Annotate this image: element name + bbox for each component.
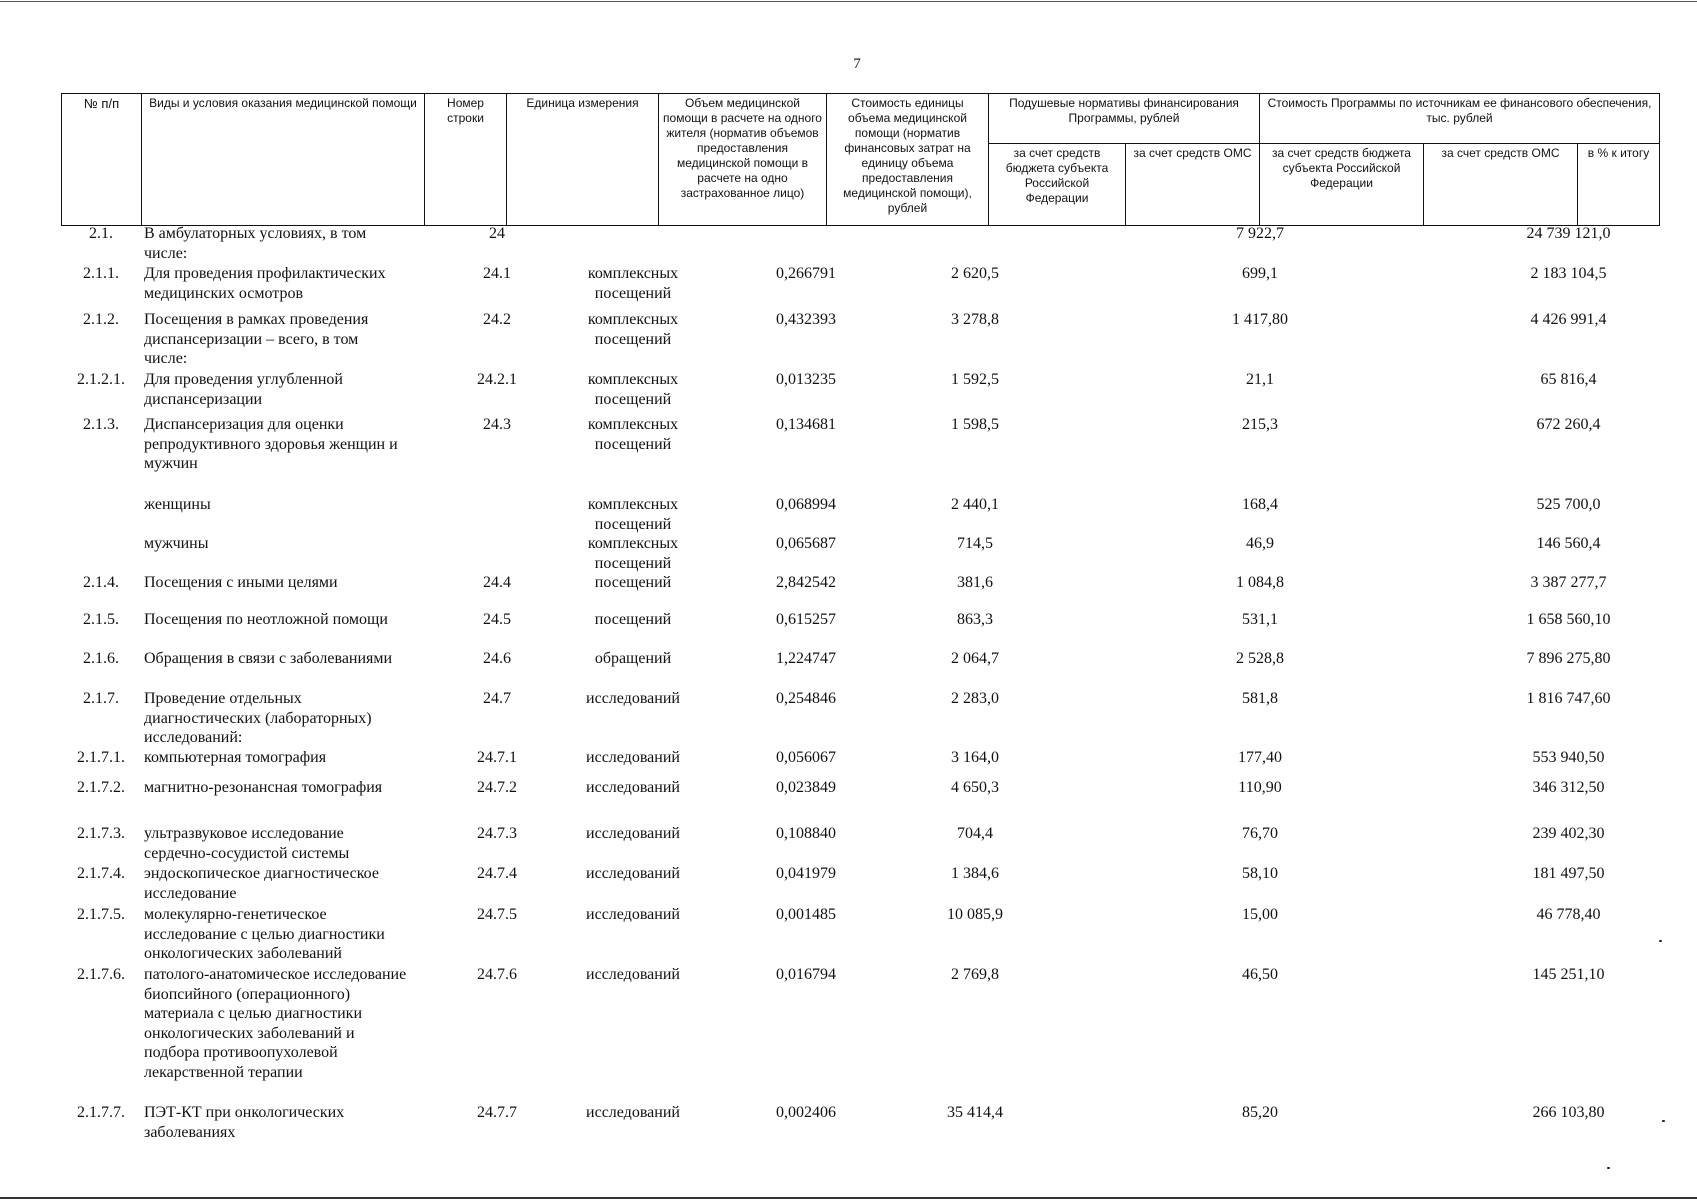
row-cost: 714,5: [957, 535, 993, 552]
row-unit: исследований: [586, 865, 680, 882]
table-header: [61, 93, 1660, 226]
row-program-oms: 4 426 991,4: [1530, 311, 1607, 328]
header-program-budget: за счет средств бюджета субъекта Российской Федерации: [1260, 144, 1424, 226]
row-per-capita-oms: 21,1: [1246, 371, 1274, 388]
row-number: 2.1.5.: [83, 611, 119, 628]
row-unit: исследований: [586, 749, 680, 766]
row-number: 2.1.: [89, 225, 113, 242]
row-line: 24.2.1: [477, 371, 517, 388]
row-number: 2.1.1.: [83, 265, 119, 282]
row-volume: 0,041979: [776, 865, 836, 882]
row-line: 24.1: [483, 265, 511, 282]
scan-edge-bottom: [0, 1197, 1697, 1199]
row-type: Посещения с иными целями: [144, 574, 338, 591]
header-per-capita-budget: за счет средств бюджета субъекта Российской Федерации: [989, 144, 1126, 226]
row-per-capita-oms: 76,70: [1242, 825, 1278, 842]
row-number: 2.1.7.6.: [77, 966, 125, 983]
row-type: ультразвуковое исследование сердечно-сосудистой системы: [144, 825, 350, 862]
row-volume: 0,254846: [776, 690, 836, 707]
row-unit: обращений: [594, 650, 672, 667]
header-per-capita-oms: за счет средств ОМС: [1126, 144, 1260, 226]
row-type: Посещения в рамках проведения диспансеризации – всего, в том числе:: [144, 311, 369, 367]
row-type: женщины: [144, 496, 211, 513]
row-unit: комплексных посещений: [587, 265, 679, 302]
row-cost: 3 278,8: [951, 311, 999, 328]
row-type: Обращения в связи с заболеваниями: [144, 650, 393, 667]
row-program-oms: 239 402,30: [1532, 825, 1605, 842]
row-line: 24: [489, 225, 505, 242]
row-type: молекулярно-генетическое исследование с целью диагностики онкологических заболеваний: [144, 906, 385, 962]
row-volume: 2,842542: [776, 574, 836, 591]
row-type: магнитно-резонансная томография: [144, 779, 383, 796]
scan-edge-top: [0, 1, 1697, 2]
row-line: 24.6: [483, 650, 511, 667]
row-volume: 0,001485: [776, 906, 836, 923]
row-line: 24.7.1: [477, 749, 517, 766]
row-cost: 1 598,5: [951, 416, 999, 433]
row-type: Для проведения профилактических медицинских осмотров: [144, 265, 386, 302]
row-per-capita-oms: 168,4: [1242, 496, 1278, 513]
row-program-oms: 266 103,80: [1532, 1104, 1605, 1121]
row-unit: исследований: [586, 690, 680, 707]
row-program-oms: 3 387 277,7: [1530, 574, 1607, 591]
header-volume: Объем медицинской помощи в расчете на одного жителя (норматив объемов предоставления медицинской помощи в расчете на одно застрахованное лицо): [659, 94, 827, 226]
row-cost: 2 769,8: [951, 966, 999, 983]
row-line: 24.7: [483, 690, 511, 707]
row-per-capita-oms: 15,00: [1242, 906, 1278, 923]
row-line: 24.7.7: [477, 1104, 517, 1121]
row-number: 2.1.2.: [83, 311, 119, 328]
row-type: ПЭТ-КТ при онкологических заболеваниях: [144, 1104, 345, 1141]
page-number: 7: [853, 56, 861, 72]
row-type: мужчины: [144, 535, 209, 552]
row-cost: 2 620,5: [951, 265, 999, 282]
row-unit: исследований: [586, 1104, 680, 1121]
row-unit: комплексных посещений: [587, 311, 679, 348]
row-program-oms: 1 816 747,60: [1526, 690, 1611, 707]
row-type: Посещения по неотложной помощи: [144, 611, 388, 628]
row-volume: 0,065687: [776, 535, 836, 552]
row-cost: 35 414,4: [947, 1104, 1003, 1121]
row-program-oms: 181 497,50: [1532, 865, 1605, 882]
row-number: 2.1.7.3.: [77, 825, 125, 842]
header-line: Номер строки: [425, 94, 507, 226]
row-number: 2.1.6.: [83, 650, 119, 667]
row-unit: исследований: [586, 825, 680, 842]
row-per-capita-oms: 7 922,7: [1236, 225, 1284, 242]
row-program-oms: 46 778,40: [1536, 906, 1601, 923]
row-unit: комплексных посещений: [587, 416, 679, 453]
scan-speck: [1607, 1167, 1610, 1169]
row-type: компьютерная томография: [144, 749, 327, 766]
row-type: эндоскопическое диагностическое исследование: [144, 865, 379, 902]
row-per-capita-oms: 531,1: [1242, 611, 1278, 628]
row-per-capita-oms: 1 084,8: [1236, 574, 1284, 591]
row-unit: комплексных посещений: [587, 371, 679, 408]
row-line: 24.7.2: [477, 779, 517, 796]
row-unit: посещений: [594, 574, 672, 591]
header-program-percent: в % к итогу: [1578, 144, 1660, 226]
row-per-capita-oms: 85,20: [1242, 1104, 1278, 1121]
scan-speck: [1662, 1120, 1665, 1122]
row-type: Проведение отдельных диагностических (лабораторных) исследований:: [144, 690, 372, 746]
row-number: 2.1.7.2.: [77, 779, 125, 796]
row-cost: 863,3: [957, 611, 993, 628]
row-volume: 0,432393: [776, 311, 836, 328]
row-program-oms: 553 940,50: [1532, 749, 1605, 766]
row-volume: 0,108840: [776, 825, 836, 842]
row-unit: посещений: [594, 611, 672, 628]
row-per-capita-oms: 2 528,8: [1236, 650, 1284, 667]
row-program-oms: 1 658 560,10: [1526, 611, 1611, 628]
row-per-capita-oms: 177,40: [1238, 749, 1282, 766]
row-line: 24.2: [483, 311, 511, 328]
row-volume: 0,134681: [776, 416, 836, 433]
header-cost: Стоимость единицы объема медицинской помощи (норматив финансовых затрат на единицу объема предоставления медицинской помощи), рублей: [827, 94, 989, 226]
row-program-oms: 65 816,4: [1540, 371, 1597, 388]
header-no: № п/п: [62, 94, 142, 226]
row-line: 24.7.6: [477, 966, 517, 983]
row-program-oms: 525 700,0: [1536, 496, 1601, 513]
row-per-capita-oms: 110,90: [1238, 779, 1282, 796]
row-type: Диспансеризация для оценки репродуктивного здоровья женщин и мужчин: [144, 416, 398, 472]
row-program-oms: 145 251,10: [1532, 966, 1605, 983]
row-volume: 0,266791: [776, 265, 836, 282]
scan-speck: [1659, 940, 1662, 942]
row-type: В амбулаторных условиях, в том числе:: [144, 225, 367, 262]
row-program-oms: 146 560,4: [1536, 535, 1601, 552]
row-cost: 704,4: [957, 825, 993, 842]
row-number: 2.1.7.: [83, 690, 119, 707]
row-program-oms: 2 183 104,5: [1530, 265, 1607, 282]
row-per-capita-oms: 581,8: [1242, 690, 1278, 707]
row-volume: 1,224747: [776, 650, 836, 667]
row-program-oms: 672 260,4: [1536, 416, 1601, 433]
row-number: 2.1.7.4.: [77, 865, 125, 882]
header-types: Виды и условия оказания медицинской помощи: [142, 94, 425, 226]
row-number: 2.1.4.: [83, 574, 119, 591]
row-unit: комплексных посещений: [587, 535, 679, 572]
row-volume: 0,016794: [776, 966, 836, 983]
row-line: 24.7.4: [477, 865, 517, 882]
row-unit: исследований: [586, 966, 680, 983]
row-line: 24.5: [483, 611, 511, 628]
row-number: 2.1.7.7.: [77, 1104, 125, 1121]
row-per-capita-oms: 1 417,80: [1232, 311, 1288, 328]
row-cost: 2 064,7: [951, 650, 999, 667]
row-line: 24.7.5: [477, 906, 517, 923]
row-type: патолого-анатомическое исследование биопсийного (операционного) материала с целью диагностики онкологических заболеваний и подбора противоопухолевой лекарственной терапии: [144, 966, 407, 1081]
row-number: 2.1.7.5.: [77, 906, 125, 923]
row-type: Для проведения углубленной диспансеризации: [144, 371, 343, 408]
header-program-oms: за счет средств ОМС: [1424, 144, 1578, 226]
row-volume: 0,013235: [776, 371, 836, 388]
row-cost: 381,6: [957, 574, 993, 591]
row-cost: 3 164,0: [951, 749, 999, 766]
row-cost: 4 650,3: [951, 779, 999, 796]
row-cost: 1 592,5: [951, 371, 999, 388]
header-per-capita: Подушевые нормативы финансирования Программы, рублей: [989, 94, 1260, 144]
row-volume: 0,068994: [776, 496, 836, 513]
row-cost: 10 085,9: [947, 906, 1003, 923]
row-number: 2.1.7.1.: [77, 749, 125, 766]
row-per-capita-oms: 215,3: [1242, 416, 1278, 433]
row-per-capita-oms: 699,1: [1242, 265, 1278, 282]
row-per-capita-oms: 46,50: [1242, 966, 1278, 983]
row-volume: 0,615257: [776, 611, 836, 628]
row-per-capita-oms: 58,10: [1242, 865, 1278, 882]
row-cost: 1 384,6: [951, 865, 999, 882]
header-program-cost: Стоимость Программы по источникам ее финансового обеспечения, тыс. рублей: [1260, 94, 1660, 144]
row-volume: 0,023849: [776, 779, 836, 796]
row-line: 24.4: [483, 574, 511, 591]
row-number: 2.1.2.1.: [77, 371, 125, 388]
row-program-oms: 24 739 121,0: [1526, 225, 1611, 242]
row-program-oms: 7 896 275,80: [1526, 650, 1611, 667]
row-per-capita-oms: 46,9: [1246, 535, 1274, 552]
row-cost: 2 283,0: [951, 690, 999, 707]
header-unit: Единица измерения: [507, 94, 659, 226]
row-unit: исследований: [586, 779, 680, 796]
row-volume: 0,002406: [776, 1104, 836, 1121]
row-unit: исследований: [586, 906, 680, 923]
row-cost: 2 440,1: [951, 496, 999, 513]
row-number: 2.1.3.: [83, 416, 119, 433]
row-line: 24.7.3: [477, 825, 517, 842]
row-program-oms: 346 312,50: [1532, 779, 1605, 796]
row-line: 24.3: [483, 416, 511, 433]
row-unit: комплексных посещений: [587, 496, 679, 533]
row-volume: 0,056067: [776, 749, 836, 766]
